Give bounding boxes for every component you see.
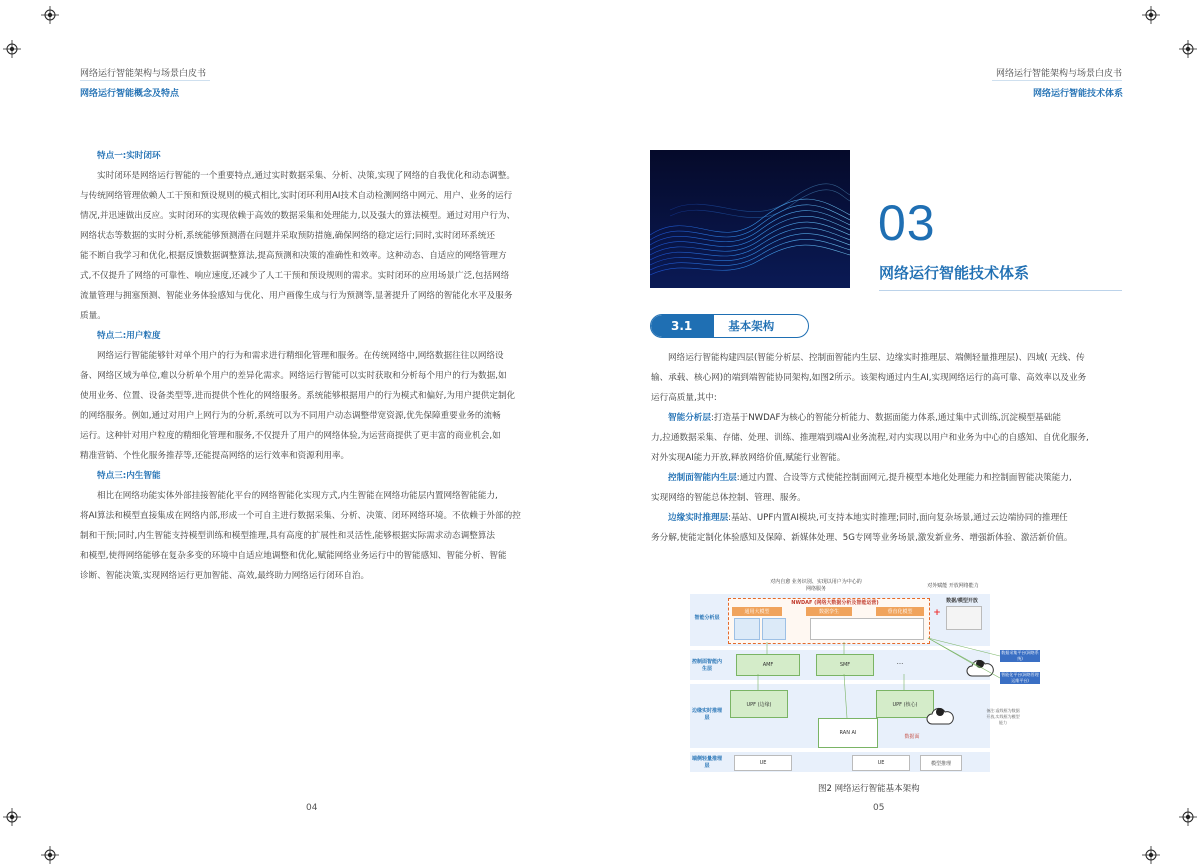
figure-layer-label-terminal: 端侧轻量推理层 <box>692 756 723 769</box>
layer-1-line-1: 智能分析层:打造基于NWDAF为核心的智能分析能力、数据面能力体系,通过集中式训练,沉淀模型基础能 <box>668 413 1061 423</box>
edge-upf-core: UPF (核心) <box>876 690 934 718</box>
feature-1-title: 特点一:实时闭环 <box>97 151 161 161</box>
layer-3-name: 边缘实时推理层 <box>668 513 729 523</box>
section-title: 基本架构 <box>728 319 775 333</box>
terminal-ue-2: UE <box>852 755 910 771</box>
intro-line-1: 网络运行智能构建四层(智能分析层、控制面智能内生层、边缘实时推理层、端侧轻量推理层)、四域( 无线、传 <box>668 353 1085 363</box>
cp-smf: SMF <box>816 654 874 676</box>
figure-note: 备注:虚线框为数据开放,实线框为模型能力 <box>986 708 1020 725</box>
feature-3-text: 相比在网络功能实体外部挂接智能化平台的网络智能化实现方式,内生智能在网络功能层内置网络智能能力, 将AI算法和模型直接集成在网络内部,形成一个可自主进行数据采集、分析、决策、闭环网络环境。不依赖于外部的控 制和干预;同时,内生智能支持模型训练和模型推理,具有高度的扩展性和灵活性,能够根据实际需求动态调整算法 和模型,使得网络能够在复杂多变的环境中自适应地调整和优化,赋能网络业务运行中的智能感知、智能分析、智能 诊断、智能决策,实现网络运行更加智能、高效,最终助力网络运行闭环自治。 <box>80 491 521 581</box>
side-box-2: 智能化平台(网络管理运维平台) <box>1001 672 1039 683</box>
terminal-ue-1: UE <box>734 755 792 771</box>
nwdaf-block-1: 通用大模型 <box>732 607 782 616</box>
terminal-model-label: 模型推理 <box>920 755 962 771</box>
figure-top-note-left: 对内自愈 业务识别、实现以用户为中心的网络服务 <box>770 579 862 592</box>
right-body: 网络运行智能构建四层(智能分析层、控制面智能内生层、边缘实时推理层、端侧轻量推理层)、四域( 无线、传 输、承载、核心网)的端到端智能协同架构,如图2所示。该架构通过内生AI,实现网络运行的高可靠、高效率以及业务 运行高质量,其中: 智能分析层:打造基于NWDAF为核心的智能分析能力、数据面能力体系,通过集中式训练,沉淀模型基础能 力,拉通数据采集、存储、处理、训练、推理端到端AI业务流程,对内实现以用户和业务为中心的自感知、自优化服务, 对外实现AI能力开放,释放网络价值,赋能行业智能。 控制面智能内生层:通过内置、合设等方式使能控制面网元,提升模型本地化处理能力和控制面智能决策能力, 实现网络的智能总体控制、管理、服务。 边缘实时推理层:基站、UPF内置AI模块,可支持本地实时推理;同时,面向复杂场景,通过云边端协同的推理任 务分解,使能定制化体验感知及保障、新媒体处理、5G专网等业务场景,激发新业务、增强新体验、激活新价值。 <box>651 348 1125 548</box>
chapter-number: 03 <box>878 195 936 251</box>
intro-line-2: 输、承载、核心网)的端到端智能协同架构,如图2所示。该架构通过内生AI,实现网络运行的高可靠、高效率以及业务 <box>651 373 1087 383</box>
plus-icon: + <box>933 608 941 618</box>
right-header-rule <box>992 80 1122 81</box>
feature-1-text: 实时闭环是网络运行智能的一个重要特点,通过实时数据采集、分析、决策,实现了网络的自我优化和动态调整。 与传统网络管理依赖人工干预和预设规则的模式相比,实时闭环利用AI技术自动检测网络中网元、用户、业务的运行 情况,并迅速做出反应。实时闭环的实现依赖于高效的数据采集和处理能力,以及强大的算法模型。通过对用户行为、 网络状态等数据的实时分析,系统能够预测潜在问题并采取预防措施,确保网络的稳定运行;同时,实时闭环系统还 能不断自我学习和优化,根据反馈数据调整算法,提高预测和决策的准确性和效率。这种动态、自适应的网络管理方 式,不仅提升了网络的可靠性、响应速度,还减少了人工干预和预设规则的需求。实时闭环的应用场景广泛,包括网络 流量管理与拥塞预测、智能业务体验感知与优化、用户画像生成与行为预测等,显著提升了网络的智能化水平及服务 质量。 <box>80 171 516 321</box>
layer-2-name: 控制面智能内生层 <box>668 473 737 483</box>
chapter-title: 网络运行智能技术体系 <box>879 264 1030 282</box>
layer-2-line-1: 控制面智能内生层:通过内置、合设等方式使能控制面网元,提升模型本地化处理能力和控制面智能决策能力, <box>668 473 1072 483</box>
feature-3-title: 特点三:内生智能 <box>97 471 161 481</box>
feature-2-text: 网络运行智能能够针对单个用户的行为和需求进行精细化管理和服务。在传统网络中,网络数据往往以网络设 备、网络区域为单位,难以分析单个用户的差异化需求。网络运行智能可以实时获取和分析每个用户的行为数据,如 使用业务、位置、设备类型等,进而提供个性化的网络服务。系统能够根据用户的行为模式和偏好,为用户提供定制化 的网络服务。例如,通过对用户上网行为的分析,系统可以为不同用户动态调整带宽资源,优先保障重要业务的流畅 运行。这种针对用户粒度的精细化管理和服务,不仅提升了用户的网络体验,为运营商提供了更丰富的商业机会,如 精准营销、个性化服务推荐等,还能提高网络的运行效率和资源利用率。 <box>80 351 516 461</box>
nwdaf-block-3: 垂直化模型 <box>876 607 924 616</box>
intro-line-3: 运行高质量,其中: <box>651 393 717 403</box>
left-header-rule <box>80 80 210 81</box>
registration-mark-left-bottom <box>3 808 21 826</box>
left-page-number: 04 <box>306 803 318 813</box>
registration-mark-top-right <box>1142 6 1160 24</box>
feature-2-title: 特点二:用户粒度 <box>97 331 161 341</box>
registration-mark-bottom-right <box>1142 846 1160 864</box>
layer-1-name: 智能分析层 <box>668 413 711 423</box>
registration-mark-right-top <box>1179 40 1197 58</box>
registration-mark-left-top <box>3 40 21 58</box>
left-body <box>80 146 558 586</box>
right-header-subtitle: 网络运行智能技术体系 <box>1033 89 1124 99</box>
registration-mark-bottom-left <box>41 846 59 864</box>
figure-layer-label-analysis: 智能分析层 <box>694 614 720 621</box>
figure-layer-label-control: 控制面智能内生层 <box>692 659 723 672</box>
open-data-title: 数据/模型开放 <box>946 597 978 604</box>
left-header-title: 网络运行智能架构与场景白皮书 <box>80 69 207 79</box>
edge-upf-edge: UPF (边缘) <box>730 690 788 718</box>
figure-layer-label-edge: 边缘实时推理层 <box>692 708 723 721</box>
right-page-number: 05 <box>873 803 885 813</box>
edge-data-label: 数据面 <box>904 733 920 740</box>
right-header-title: 网络运行智能架构与场景白皮书 <box>996 69 1123 79</box>
chapter-hero-image <box>650 150 850 288</box>
nwdaf-block-2: 数据孪生 <box>806 607 852 616</box>
section-heading <box>650 314 809 338</box>
left-header-subtitle: 网络运行智能概念及特点 <box>80 89 180 99</box>
figure-caption: 图2 网络运行智能基本架构 <box>818 784 920 794</box>
figure-top-note-right: 对外赋能 开放网络能力 <box>927 582 979 589</box>
registration-mark-top-left <box>41 6 59 24</box>
edge-ran-ai: RAN AI <box>818 718 878 748</box>
cp-amf: AMF <box>736 654 800 676</box>
nwdaf-title: NWDAF (网络大数据分析及智能运营) <box>791 600 879 606</box>
figure-connectors <box>690 578 1020 776</box>
section-number: 3.1 <box>651 315 714 337</box>
layer-3-line-1: 边缘实时推理层:基站、UPF内置AI模块,可支持本地实时推理;同时,面向复杂场景,通过云边端协同的推理任 <box>668 513 1068 523</box>
chapter-title-rule <box>879 290 1122 291</box>
side-box-1: 数据采集平台(网络系统) <box>1001 650 1039 661</box>
registration-mark-right-bottom <box>1179 808 1197 826</box>
architecture-figure <box>690 578 1039 776</box>
cp-ellipsis: ··· <box>896 660 904 668</box>
